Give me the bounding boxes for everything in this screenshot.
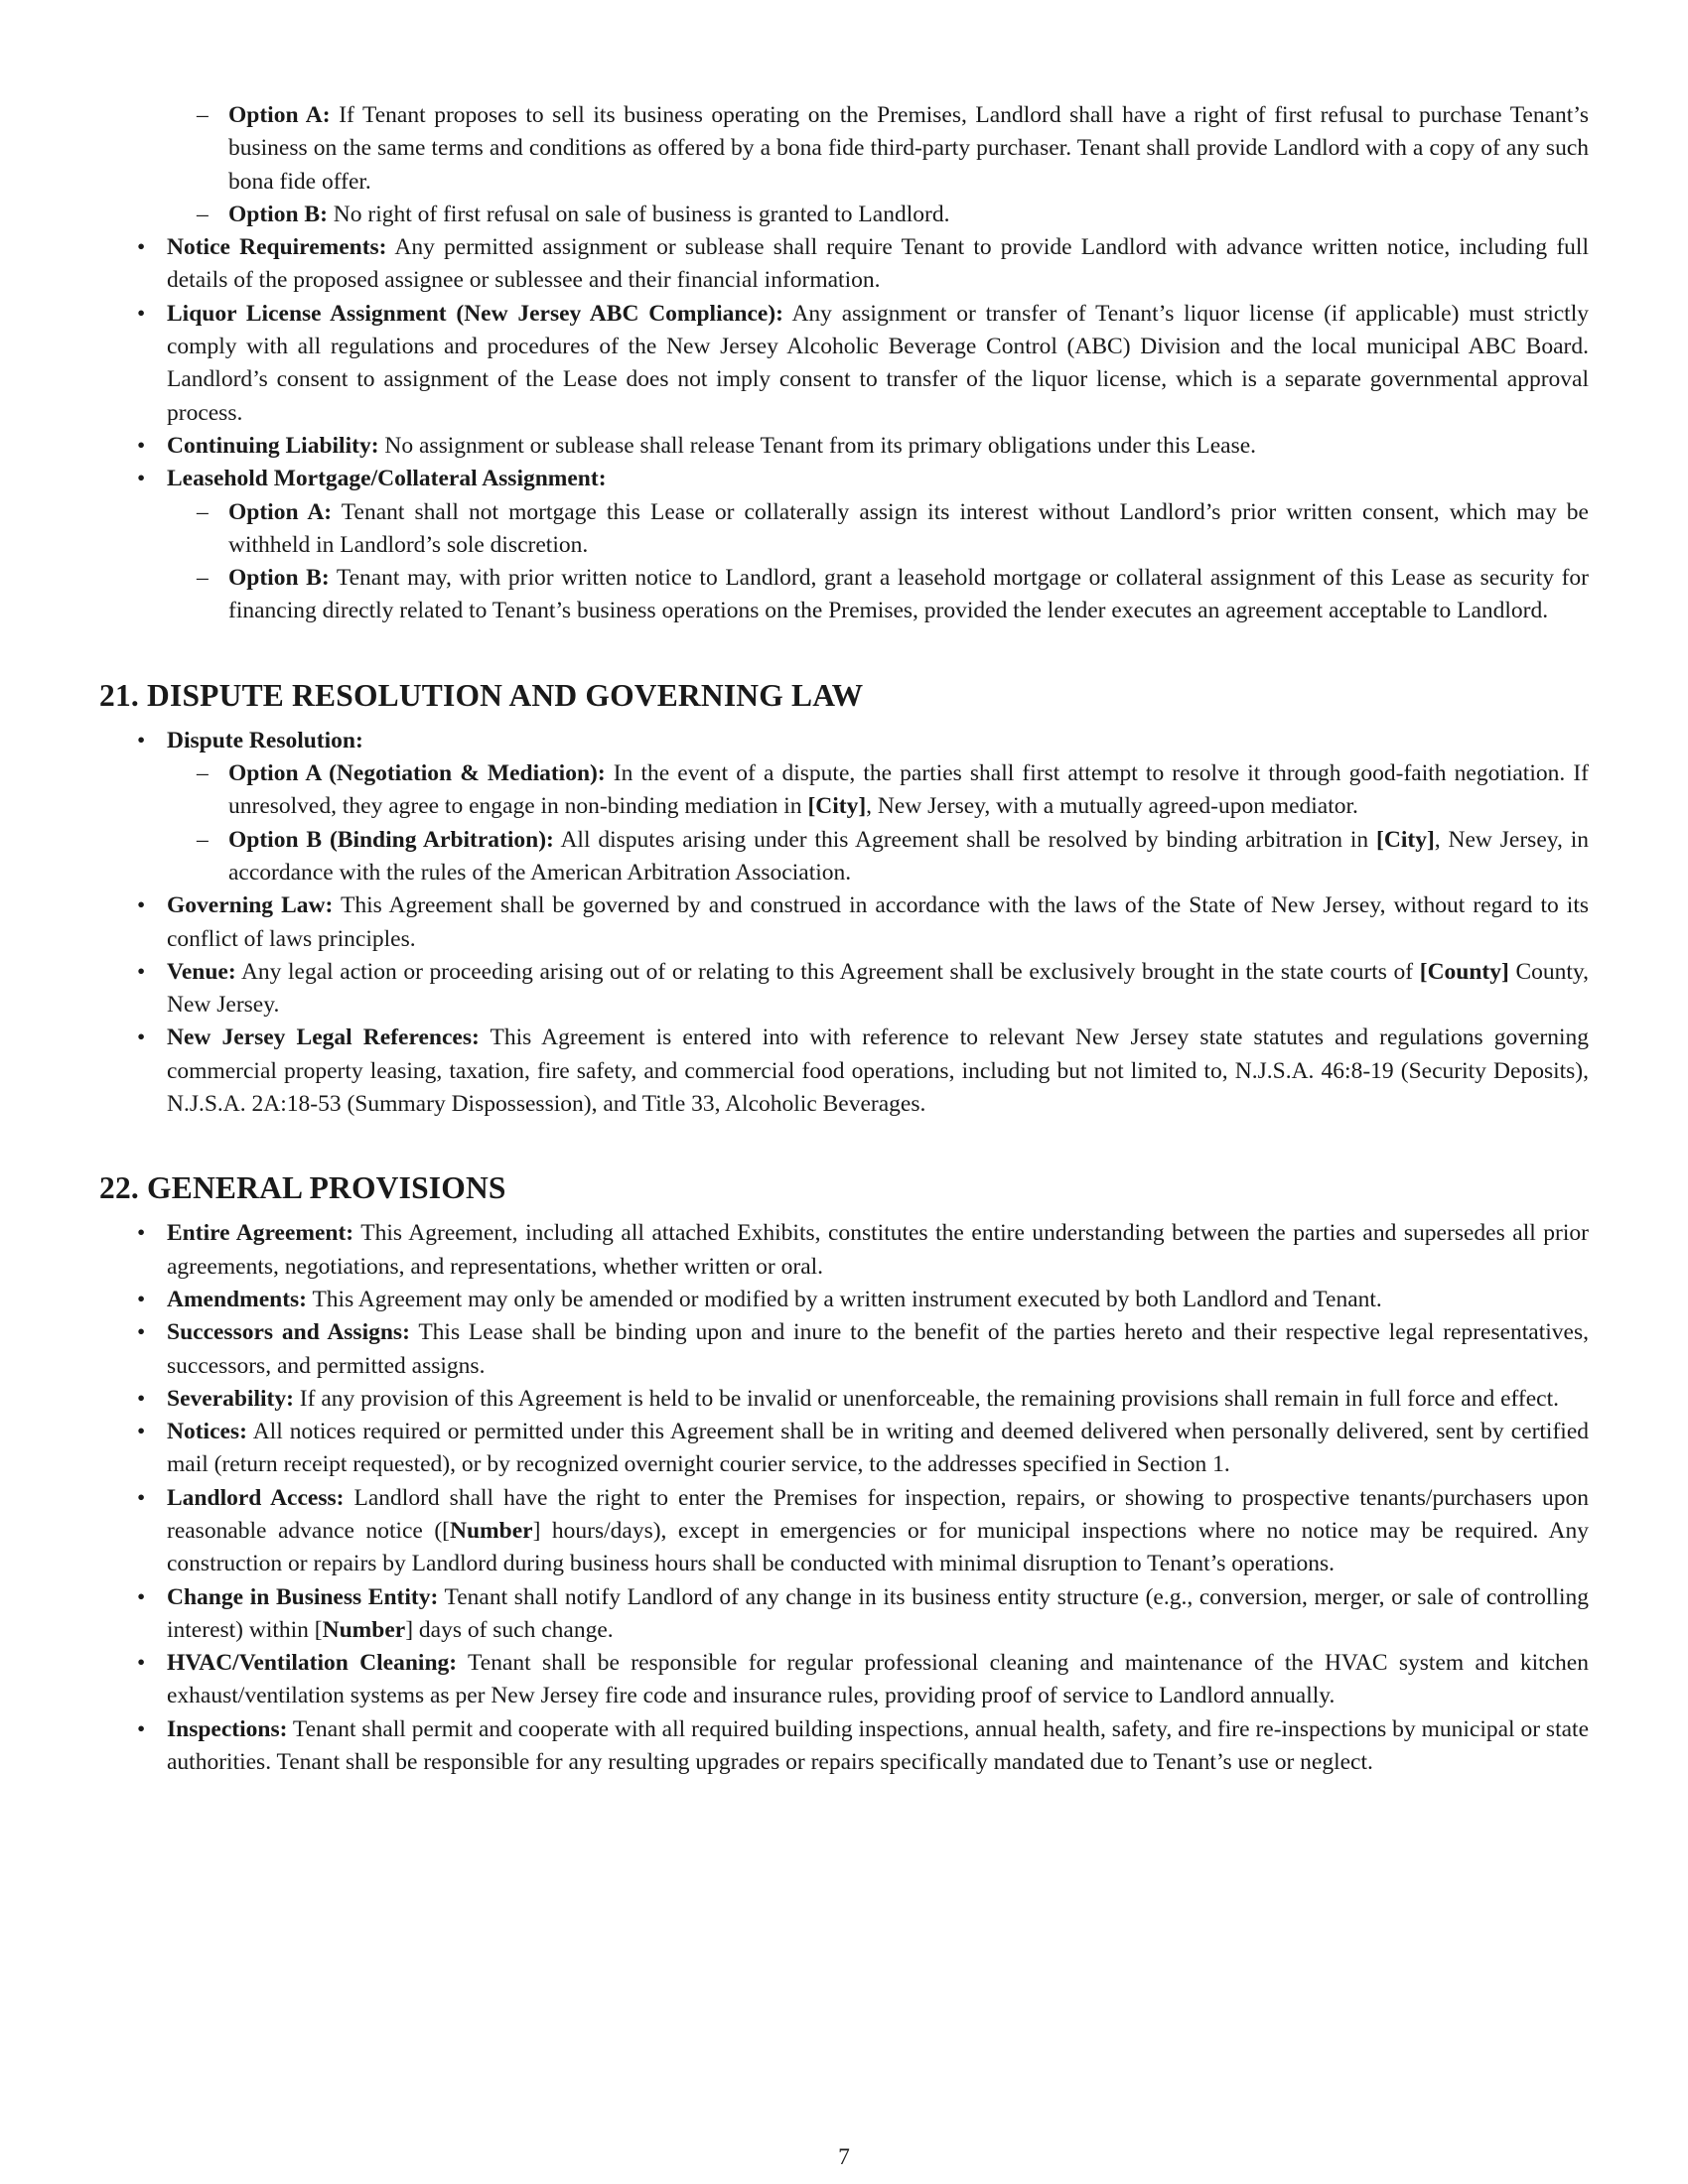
item-text: This Lease shall be binding upon and inure to the benefit of the parties hereto and their respective legal representatives, successors, and permitted assigns. xyxy=(167,1319,1589,1379)
item-text: Tenant shall not mortgage this Lease or collaterally assign its interest without Landlord’s prior written consent, which may be withheld in Landlord’s sole discretion. xyxy=(228,498,1589,558)
item-text: No right of first refusal on sale of business is granted to Landlord. xyxy=(327,201,950,227)
item-text: All notices required or permitted under this Agreement shall be in writing and deemed delivered when personally delivered, sent by certified mail (return receipt requested), or by recognized overnight courier service, to the addresses specified in Section 1. xyxy=(167,1419,1589,1478)
bullet-marker: • xyxy=(137,1286,146,1312)
city-placeholder: [City] xyxy=(1376,826,1435,853)
mortgage-option-b xyxy=(99,562,1589,628)
entire-agreement-item xyxy=(99,1217,1589,1284)
item-label: Venue: xyxy=(167,958,236,985)
item-text: This Agreement shall be governed by and construed in accordance with the laws of the State of New Jersey, without regard to its conflict of laws principles. xyxy=(167,892,1589,952)
item-label: Liquor License Assignment (New Jersey ABC Compliance): xyxy=(167,300,783,327)
mediation-option-a xyxy=(99,757,1589,824)
item-text: Any legal action or proceeding arising out of or relating to this Agreement shall be exclusively brought in the state courts of xyxy=(235,958,1420,985)
item-label: Entire Agreement: xyxy=(167,1220,354,1247)
continuing-liability-item xyxy=(99,430,1589,463)
bullet-marker: • xyxy=(137,1024,146,1051)
item-label: Continuing Liability: xyxy=(167,432,379,459)
item-label: Option A: xyxy=(228,102,331,128)
first-refusal-option-a xyxy=(99,99,1589,199)
dash-marker: – xyxy=(197,102,209,128)
item-label: Amendments: xyxy=(167,1286,307,1312)
item-label: HVAC/Ventilation Cleaning: xyxy=(167,1650,458,1677)
bullet-marker: • xyxy=(137,727,146,753)
bullet-marker: • xyxy=(137,1385,146,1412)
item-label: Change in Business Entity: xyxy=(167,1583,439,1610)
dash-marker: – xyxy=(197,201,209,227)
bullet-marker: • xyxy=(137,234,146,261)
section-22-list xyxy=(99,1217,1589,1779)
section-21-heading: 21. DISPUTE RESOLUTION AND GOVERNING LAW xyxy=(99,677,864,713)
landlord-access-item xyxy=(99,1482,1589,1581)
hvac-cleaning-item xyxy=(99,1647,1589,1713)
item-label: Option B: xyxy=(228,565,330,592)
item-text: ] hours/days), except in emergencies or for municipal inspections where no notice may be required. Any construction or repairs by Landlord during business hours shall be conducted with minimal disruption to Tenant’s operations. xyxy=(167,1517,1589,1577)
item-label: Governing Law: xyxy=(167,892,334,919)
dash-marker: – xyxy=(197,565,209,592)
item-label: Option B: xyxy=(228,201,328,227)
leasehold-mortgage-item xyxy=(99,463,1589,495)
item-text: This Agreement, including all attached Exhibits, constitutes the entire understanding between the parties and supersedes all prior agreements, negotiations, and representations, whether written or oral. xyxy=(167,1220,1589,1280)
bullet-marker: • xyxy=(137,432,146,459)
bullet-marker: • xyxy=(137,1319,146,1346)
item-text: Tenant shall permit and cooperate with all required building inspections, annual health, safety, and fire re-inspections by municipal or state authorities. Tenant shall be responsible for any resulting upgrades or repairs specifically mandated due to Tenant’s use or neglect. xyxy=(167,1715,1589,1776)
item-text: Any permitted assignment or sublease shall require Tenant to provide Landlord with advance written notice, including full details of the proposed assignee or sublessee and their financial information. xyxy=(167,234,1589,294)
item-label: Inspections: xyxy=(167,1715,288,1742)
item-text: Tenant shall be responsible for regular professional cleaning and maintenance of the HVAC system and kitchen exhaust/ventilation systems as per New Jersey fire code and insurance rules, providing proof of service to Landlord annually. xyxy=(167,1650,1589,1709)
item-label: Landlord Access: xyxy=(167,1484,345,1511)
item-text: This Agreement is entered into with reference to relevant New Jersey state statutes and regulations governing commercial property leasing, taxation, fire safety, and commercial food operations, including but not limited to, N.J.S.A. 46:8-19 (Security Deposits), N.J.S.A. 2A:18-53 (Summary Dispossession), and Title 33, Alcoholic Beverages. xyxy=(167,1024,1589,1118)
bullet-marker: • xyxy=(137,466,146,492)
item-text: No assignment or sublease shall release Tenant from its primary obligations under this Lease. xyxy=(378,432,1257,459)
assignment-continuation-list xyxy=(99,99,1589,628)
severability-item xyxy=(99,1383,1589,1416)
item-label: New Jersey Legal References: xyxy=(167,1024,480,1051)
city-placeholder: [City] xyxy=(807,793,867,820)
item-text: Tenant may, with prior written notice to Landlord, grant a leasehold mortgage or collateral assignment of this Lease as security for financing directly related to Tenant’s business operations on the Premises, provided the lender executes an agreement acceptable to Landlord. xyxy=(228,565,1589,624)
item-text: , New Jersey, with a mutually agreed-upon mediator. xyxy=(866,793,1358,820)
county-placeholder: [County] xyxy=(1419,958,1509,985)
liquor-license-item xyxy=(99,298,1589,430)
item-text: This Agreement may only be amended or modified by a written instrument executed by both Landlord and Tenant. xyxy=(307,1286,1382,1312)
item-text: All disputes arising under this Agreement shall be resolved by binding arbitration in xyxy=(553,826,1377,853)
item-text: In the event of a dispute, the parties shall first attempt to resolve it through good-faith negotiation. If unresolved, they agree to engage in non-binding mediation in xyxy=(228,760,1589,820)
bullet-marker: • xyxy=(137,1650,146,1677)
item-label: Option B (Binding Arbitration): xyxy=(228,826,554,853)
bullet-marker: • xyxy=(137,1419,146,1445)
arbitration-option-b xyxy=(99,824,1589,890)
venue-item xyxy=(99,956,1589,1023)
item-text: ] days of such change. xyxy=(405,1616,614,1643)
item-text: If Tenant proposes to sell its business operating on the Premises, Landlord shall have a right of first refusal to purchase Tenant’s business on the same terms and conditions as offered by a bona fide third-party purchaser. Tenant shall provide Landlord with a copy of any such bona fide offer. xyxy=(228,102,1589,195)
item-text: County, New Jersey. xyxy=(167,958,1589,1019)
mortgage-option-a xyxy=(99,496,1589,563)
item-label: Successors and Assigns: xyxy=(167,1319,410,1346)
successors-item xyxy=(99,1316,1589,1383)
business-entity-item xyxy=(99,1581,1589,1648)
page-content xyxy=(99,99,1589,1779)
inspections-item xyxy=(99,1713,1589,1780)
item-text: If any provision of this Agreement is held to be invalid or unenforceable, the remaining provisions shall remain in full force and effect. xyxy=(293,1385,1559,1412)
section-21-list xyxy=(99,725,1589,1122)
dispute-resolution-item xyxy=(99,725,1589,757)
item-text: , New Jersey, in accordance with the rules of the American Arbitration Association. xyxy=(228,826,1590,886)
legal-references-item xyxy=(99,1022,1589,1121)
item-label: Notices: xyxy=(167,1419,247,1445)
bullet-marker: • xyxy=(137,300,146,327)
item-text: Any assignment or transfer of Tenant’s liquor license (if applicable) must strictly comply with all regulations and procedures of the New Jersey Alcoholic Beverage Control (ABC) Division and the local municipal ABC Board. Landlord’s consent to assignment of the Lease does not imply consent to transfer of the liquor license, which is a separate governmental approval process. xyxy=(167,300,1589,426)
governing-law-item xyxy=(99,889,1589,956)
item-label: Notice Requirements: xyxy=(167,234,387,261)
item-label: Severability: xyxy=(167,1385,294,1412)
bullet-marker: • xyxy=(137,892,146,919)
section-22-heading: 22. GENERAL PROVISIONS xyxy=(99,1170,506,1206)
first-refusal-option-b xyxy=(99,199,1589,231)
number-placeholder: Number xyxy=(322,1616,406,1643)
item-label: Dispute Resolution: xyxy=(167,727,363,753)
item-label: Option A (Negotiation & Mediation): xyxy=(228,760,606,787)
notices-item xyxy=(99,1416,1589,1482)
notice-requirements-item xyxy=(99,231,1589,298)
number-placeholder: Number xyxy=(450,1517,533,1544)
item-text: Landlord shall have the right to enter the Premises for inspection, repairs, or showing to prospective tenants/purchasers upon reasonable advance notice ([ xyxy=(167,1484,1589,1544)
bullet-marker: • xyxy=(137,1583,146,1610)
dash-marker: – xyxy=(197,760,209,787)
amendments-item xyxy=(99,1284,1589,1316)
dash-marker: – xyxy=(197,498,209,525)
bullet-marker: • xyxy=(137,1484,146,1511)
bullet-marker: • xyxy=(137,958,146,985)
page-number: 7 xyxy=(838,2144,850,2170)
item-label: Option A: xyxy=(228,498,333,525)
bullet-marker: • xyxy=(137,1715,146,1742)
item-text: Tenant shall notify Landlord of any change in its business entity structure (e.g., conversion, merger, or sale of controlling interest) within [ xyxy=(167,1583,1589,1643)
item-label: Leasehold Mortgage/Collateral Assignment: xyxy=(167,466,607,492)
dash-marker: – xyxy=(197,826,209,853)
bullet-marker: • xyxy=(137,1220,146,1247)
